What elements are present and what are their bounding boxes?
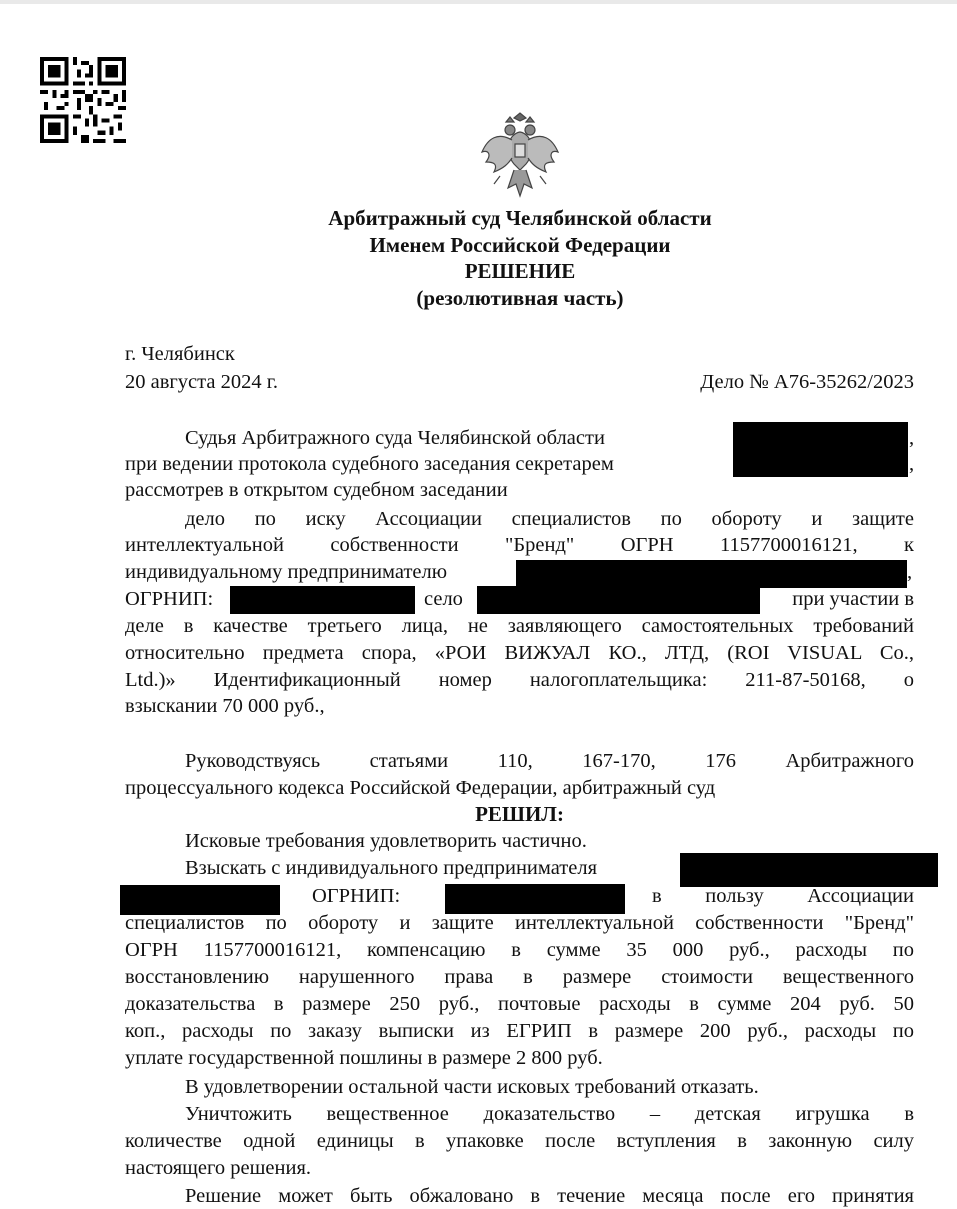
third-party-line-2: относительно предмета спора, «РОИ ВИЖУАЛ КО., ЛТД, (ROI VISUAL Co.,	[125, 642, 914, 664]
village-label: село	[424, 588, 463, 610]
date: 20 августа 2024 г.	[125, 371, 278, 393]
redaction-defendant-name	[516, 560, 907, 588]
third-party-line-3: Ltd.)» Идентификационный номер налогоплательщика: 211-87-50168, о	[125, 669, 914, 691]
redaction-judge-name	[733, 422, 908, 450]
ruling-line-8: уплате государственной пошлины в размере 2 800 руб.	[125, 1047, 603, 1069]
guided-line-1: Руководствуясь статьями 110, 167-170, 176 Арбитражного	[185, 750, 914, 772]
third-party-line-1: деле в качестве третьего лица, не заявляющего самостоятельных требований	[125, 615, 914, 637]
redaction-secretary-name	[733, 449, 908, 477]
ogrnip-label: ОГРНИП:	[125, 588, 214, 610]
destroy-line-3: настоящего решения.	[125, 1157, 312, 1179]
defendant-line: индивидуальному предпринимателю	[125, 561, 448, 583]
case-number: Дело № А76-35262/2023	[700, 371, 914, 393]
claim-line-1: дело по иску Ассоциации специалистов по обороту и защите	[185, 508, 914, 530]
guided-line-2: процессуального кодекса Российской Федерации, арбитражный суд	[125, 777, 716, 799]
document-title: РЕШЕНИЕ	[464, 259, 576, 283]
secretary-comma: ,	[909, 453, 915, 475]
ruling-line-3: специалистов по обороту и защите интеллектуальной собственности "Бренд"	[125, 912, 914, 934]
participation-text: при участии в	[792, 588, 914, 610]
city: г. Челябинск	[125, 343, 235, 365]
court-name: Арбитражный суд Челябинской области	[328, 206, 712, 230]
ruling-collect: Взыскать с индивидуального предпринимателя	[185, 857, 598, 879]
appeal-line: Решение может быть обжаловано в течение месяца после его принятия	[185, 1185, 914, 1207]
ruling-line-5: восстановлению нарушенного права в размере стоимости вещественного	[125, 966, 914, 988]
coat-of-arms-emblem	[478, 112, 562, 202]
claim-line-2: интеллектуальной собственности "Бренд" ОГРН 1157700016121, к	[125, 534, 914, 556]
hearing-line: рассмотрев в открытом судебном заседании	[125, 479, 508, 501]
defendant-comma: ,	[907, 561, 913, 583]
ogrnip-label-2: ОГРНИП:	[312, 885, 401, 907]
redaction-village	[477, 586, 760, 614]
redaction-ogrnip	[230, 586, 415, 614]
ruling-partial: Исковые требования удовлетворить частично.	[185, 830, 587, 852]
in-favor-text: в пользу Ассоциации	[652, 885, 914, 907]
decided-heading: РЕШИЛ:	[475, 802, 564, 826]
judge-comma: ,	[909, 427, 915, 449]
document-subtitle: (резолютивная часть)	[416, 285, 624, 310]
ruling-line-7: коп., расходы по заказу выписки из ЕГРИП в размере 200 руб., расходы по	[125, 1020, 914, 1042]
claim-amount-line: взыскании 70 000 руб.,	[125, 695, 325, 717]
qr-code	[40, 57, 126, 143]
ruling-deny: В удовлетворении остальной части исковых требований отказать.	[185, 1076, 759, 1098]
judge-text: Судья Арбитражного суда Челябинской области	[185, 427, 605, 449]
page-top-edge	[0, 0, 957, 4]
destroy-line-2: количестве одной единицы в упаковке после вступления в законную силу	[125, 1130, 914, 1152]
in-name-line: Именем Российской Федерации	[369, 232, 671, 257]
destroy-line-1: Уничтожить вещественное доказательство – детская игрушка в	[185, 1103, 914, 1125]
ruling-line-4: ОГРН 1157700016121, компенсацию в сумме 35 000 руб., расходы по	[125, 939, 914, 961]
redaction-entrepreneur-name	[680, 853, 938, 887]
document-header	[0, 205, 957, 311]
secretary-line: при ведении протокола судебного заседания секретарем	[125, 453, 614, 475]
ruling-line-6: доказательства в размере 250 руб., почтовые расходы в сумме 204 руб. 50	[125, 993, 914, 1015]
